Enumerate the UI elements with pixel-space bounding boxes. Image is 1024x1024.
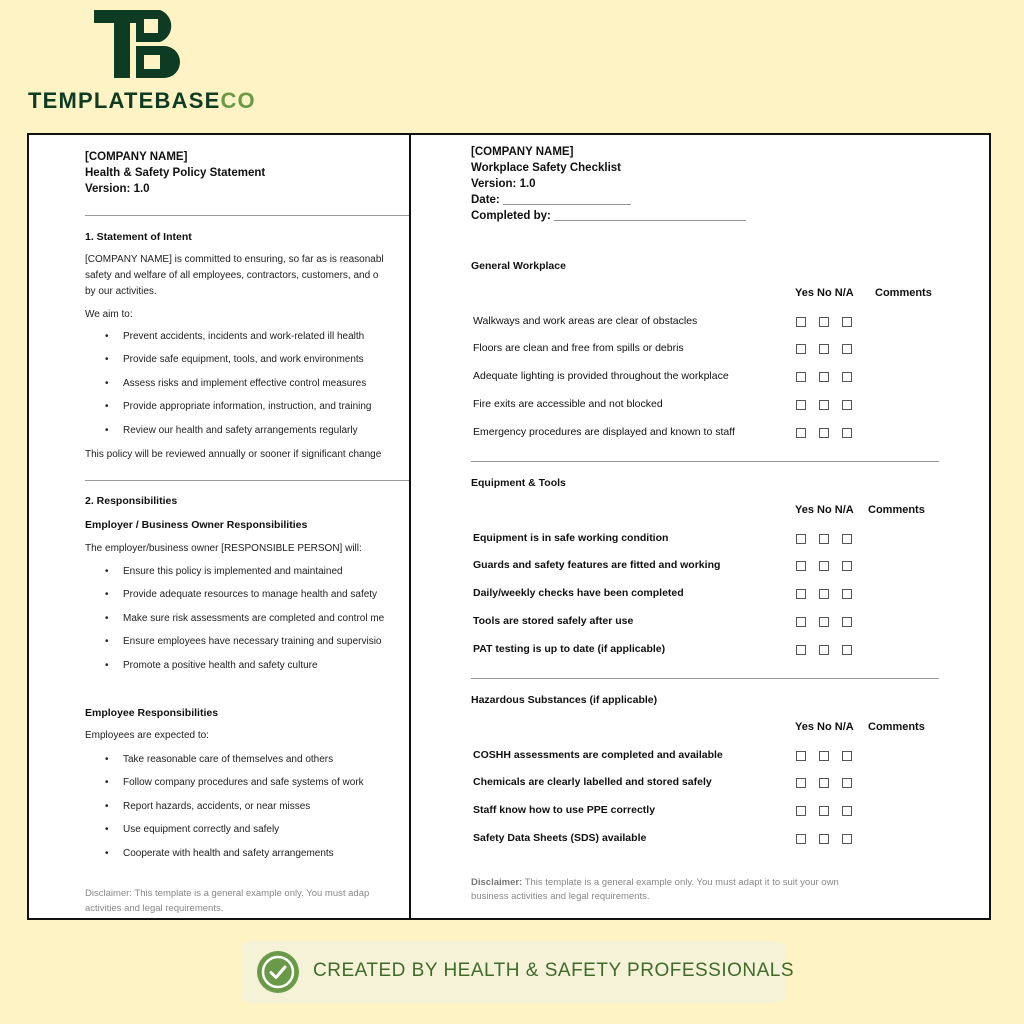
- checkbox[interactable]: [842, 645, 852, 655]
- checkbox[interactable]: [842, 534, 852, 544]
- checkbox[interactable]: [842, 806, 852, 816]
- checkbox[interactable]: [819, 806, 829, 816]
- divider: [471, 678, 939, 679]
- disclaimer-line: activities and legal requirements.: [85, 903, 224, 914]
- checkbox[interactable]: [842, 778, 852, 788]
- checklist-page: [409, 133, 991, 920]
- aims-intro: We aim to:: [85, 309, 133, 320]
- checkbox[interactable]: [842, 834, 852, 844]
- checkbox[interactable]: [796, 751, 806, 761]
- checkbox[interactable]: [842, 344, 852, 354]
- checklist-row: Staff know how to use PPE correctly: [473, 804, 953, 820]
- checklist-row: PAT testing is up to date (if applicable): [473, 643, 953, 659]
- list-item: • Ensure this policy is implemented and maintained: [105, 566, 343, 577]
- checkbox[interactable]: [819, 617, 829, 627]
- list-item: • Provide appropriate information, instruction, and training: [105, 401, 372, 412]
- checklist-row: Tools are stored safely after use: [473, 615, 953, 631]
- checklist-row: Walkways and work areas are clear of obstacles: [473, 315, 953, 331]
- checklist-row: Guards and safety features are fitted and working: [473, 559, 953, 575]
- section-heading: 1. Statement of Intent: [85, 231, 192, 243]
- checklist-section-heading: Hazardous Substances (if applicable): [471, 694, 658, 706]
- checkbox[interactable]: [842, 751, 852, 761]
- column-header-comments: Comments: [868, 721, 925, 733]
- checkbox[interactable]: [819, 428, 829, 438]
- policy-page: [27, 133, 417, 920]
- tb-logo-mark: [92, 10, 182, 80]
- checklist-version: Version: 1.0: [471, 178, 536, 190]
- checkbox[interactable]: [796, 428, 806, 438]
- checkbox[interactable]: [819, 400, 829, 410]
- list-item: • Report hazards, accidents, or near misses: [105, 801, 311, 812]
- checkbox[interactable]: [819, 561, 829, 571]
- section-heading: 2. Responsibilities: [85, 495, 178, 507]
- list-item: • Promote a positive health and safety culture: [105, 660, 318, 671]
- list-item: • Use equipment correctly and safely: [105, 824, 280, 835]
- divider: [471, 461, 939, 462]
- check-circle-icon: [257, 951, 299, 993]
- date-field: Date: ____________________: [471, 194, 631, 206]
- checkbox[interactable]: [819, 589, 829, 599]
- disclaimer-line: Disclaimer: This template is a general example only. You must adap: [85, 888, 370, 899]
- checkbox[interactable]: [796, 534, 806, 544]
- brand-name: TEMPLATEBASECO: [28, 88, 256, 113]
- checklist-row: Safety Data Sheets (SDS) available: [473, 832, 953, 848]
- checkbox[interactable]: [819, 344, 829, 354]
- checklist-row: Equipment is in safe working condition: [473, 532, 953, 548]
- list-item: • Follow company procedures and safe systems of work: [105, 777, 364, 788]
- list-item: • Prevent accidents, incidents and work-related ill health: [105, 331, 365, 342]
- checkbox[interactable]: [796, 344, 806, 354]
- checklist-section-heading: Equipment & Tools: [471, 477, 566, 489]
- checkbox[interactable]: [842, 317, 852, 327]
- list-item: • Provide adequate resources to manage health and safety: [105, 589, 378, 600]
- checkbox[interactable]: [842, 617, 852, 627]
- paragraph-line: by our activities.: [85, 286, 157, 297]
- checklist-row: Fire exits are accessible and not blocked: [473, 398, 953, 414]
- subsection-heading: Employer / Business Owner Responsibilities: [85, 519, 308, 531]
- checklist-row: Adequate lighting is provided throughout the workplace: [473, 370, 953, 386]
- checklist-row: Emergency procedures are displayed and known to staff: [473, 426, 953, 442]
- checkbox[interactable]: [842, 372, 852, 382]
- column-header-comments: Comments: [868, 504, 925, 516]
- list-item: • Provide safe equipment, tools, and work environments: [105, 354, 364, 365]
- review-note: This policy will be reviewed annually or sooner if significant change: [85, 449, 382, 460]
- brand-logo: [28, 10, 258, 113]
- checkbox[interactable]: [796, 778, 806, 788]
- paragraph-line: safety and welfare of all employees, contractors, customers, and o: [85, 270, 379, 281]
- divider: [85, 215, 417, 216]
- checklist-title: Workplace Safety Checklist: [471, 162, 621, 174]
- checklist-row: COSHH assessments are completed and available: [473, 749, 953, 765]
- divider: [85, 480, 417, 481]
- column-headers: Yes No N/A: [795, 721, 854, 733]
- checkbox[interactable]: [819, 372, 829, 382]
- checklist-section-heading: General Workplace: [471, 260, 566, 272]
- checkbox[interactable]: [819, 834, 829, 844]
- checklist-company: [COMPANY NAME]: [471, 146, 574, 158]
- list-item: • Assess risks and implement effective control measures: [105, 378, 367, 389]
- checkbox[interactable]: [819, 778, 829, 788]
- checklist-row: Chemicals are clearly labelled and stored safely: [473, 776, 953, 792]
- checkbox[interactable]: [842, 589, 852, 599]
- employee-intro: Employees are expected to:: [85, 730, 209, 741]
- checkbox[interactable]: [819, 751, 829, 761]
- checkbox[interactable]: [796, 645, 806, 655]
- checkbox[interactable]: [842, 561, 852, 571]
- list-item: • Review our health and safety arrangements regularly: [105, 425, 358, 436]
- completed-by-field: Completed by: ______________________________: [471, 210, 746, 222]
- checkbox[interactable]: [796, 834, 806, 844]
- disclaimer-line: business activities and legal requirements.: [471, 891, 650, 902]
- list-item: • Ensure employees have necessary training and supervisio: [105, 636, 382, 647]
- policy-company: [COMPANY NAME]: [85, 151, 188, 163]
- checkbox[interactable]: [796, 589, 806, 599]
- checkbox[interactable]: [796, 317, 806, 327]
- checkbox[interactable]: [842, 428, 852, 438]
- checkbox[interactable]: [796, 561, 806, 571]
- list-item: • Make sure risk assessments are completed and control me: [105, 613, 385, 624]
- checkbox[interactable]: [796, 372, 806, 382]
- badge-text: CREATED BY HEALTH & SAFETY PROFESSIONALS: [313, 960, 795, 981]
- checklist-row: Floors are clean and free from spills or debris: [473, 342, 953, 358]
- list-item: • Cooperate with health and safety arrangements: [105, 848, 334, 859]
- policy-title: Health & Safety Policy Statement: [85, 167, 266, 179]
- checkbox[interactable]: [819, 534, 829, 544]
- disclaimer-line: Disclaimer: This template is a general example only. You must adapt it to suit your own: [471, 877, 839, 888]
- list-item: • Take reasonable care of themselves and others: [105, 754, 334, 765]
- checklist-row: Daily/weekly checks have been completed: [473, 587, 953, 603]
- professionals-badge: [241, 941, 795, 1003]
- checkbox[interactable]: [796, 617, 806, 627]
- employer-intro: The employer/business owner [RESPONSIBLE PERSON] will:: [85, 543, 362, 554]
- column-header-comments: Comments: [875, 287, 932, 299]
- column-headers: Yes No N/A: [795, 287, 854, 299]
- policy-version: Version: 1.0: [85, 183, 150, 195]
- checkbox[interactable]: [819, 645, 829, 655]
- column-headers: Yes No N/A: [795, 504, 854, 516]
- checkbox[interactable]: [819, 317, 829, 327]
- subsection-heading: Employee Responsibilities: [85, 707, 219, 719]
- checkbox[interactable]: [842, 400, 852, 410]
- checkbox[interactable]: [796, 806, 806, 816]
- checkbox[interactable]: [796, 400, 806, 410]
- paragraph-line: [COMPANY NAME] is committed to ensuring, so far as is reasonabl: [85, 254, 384, 265]
